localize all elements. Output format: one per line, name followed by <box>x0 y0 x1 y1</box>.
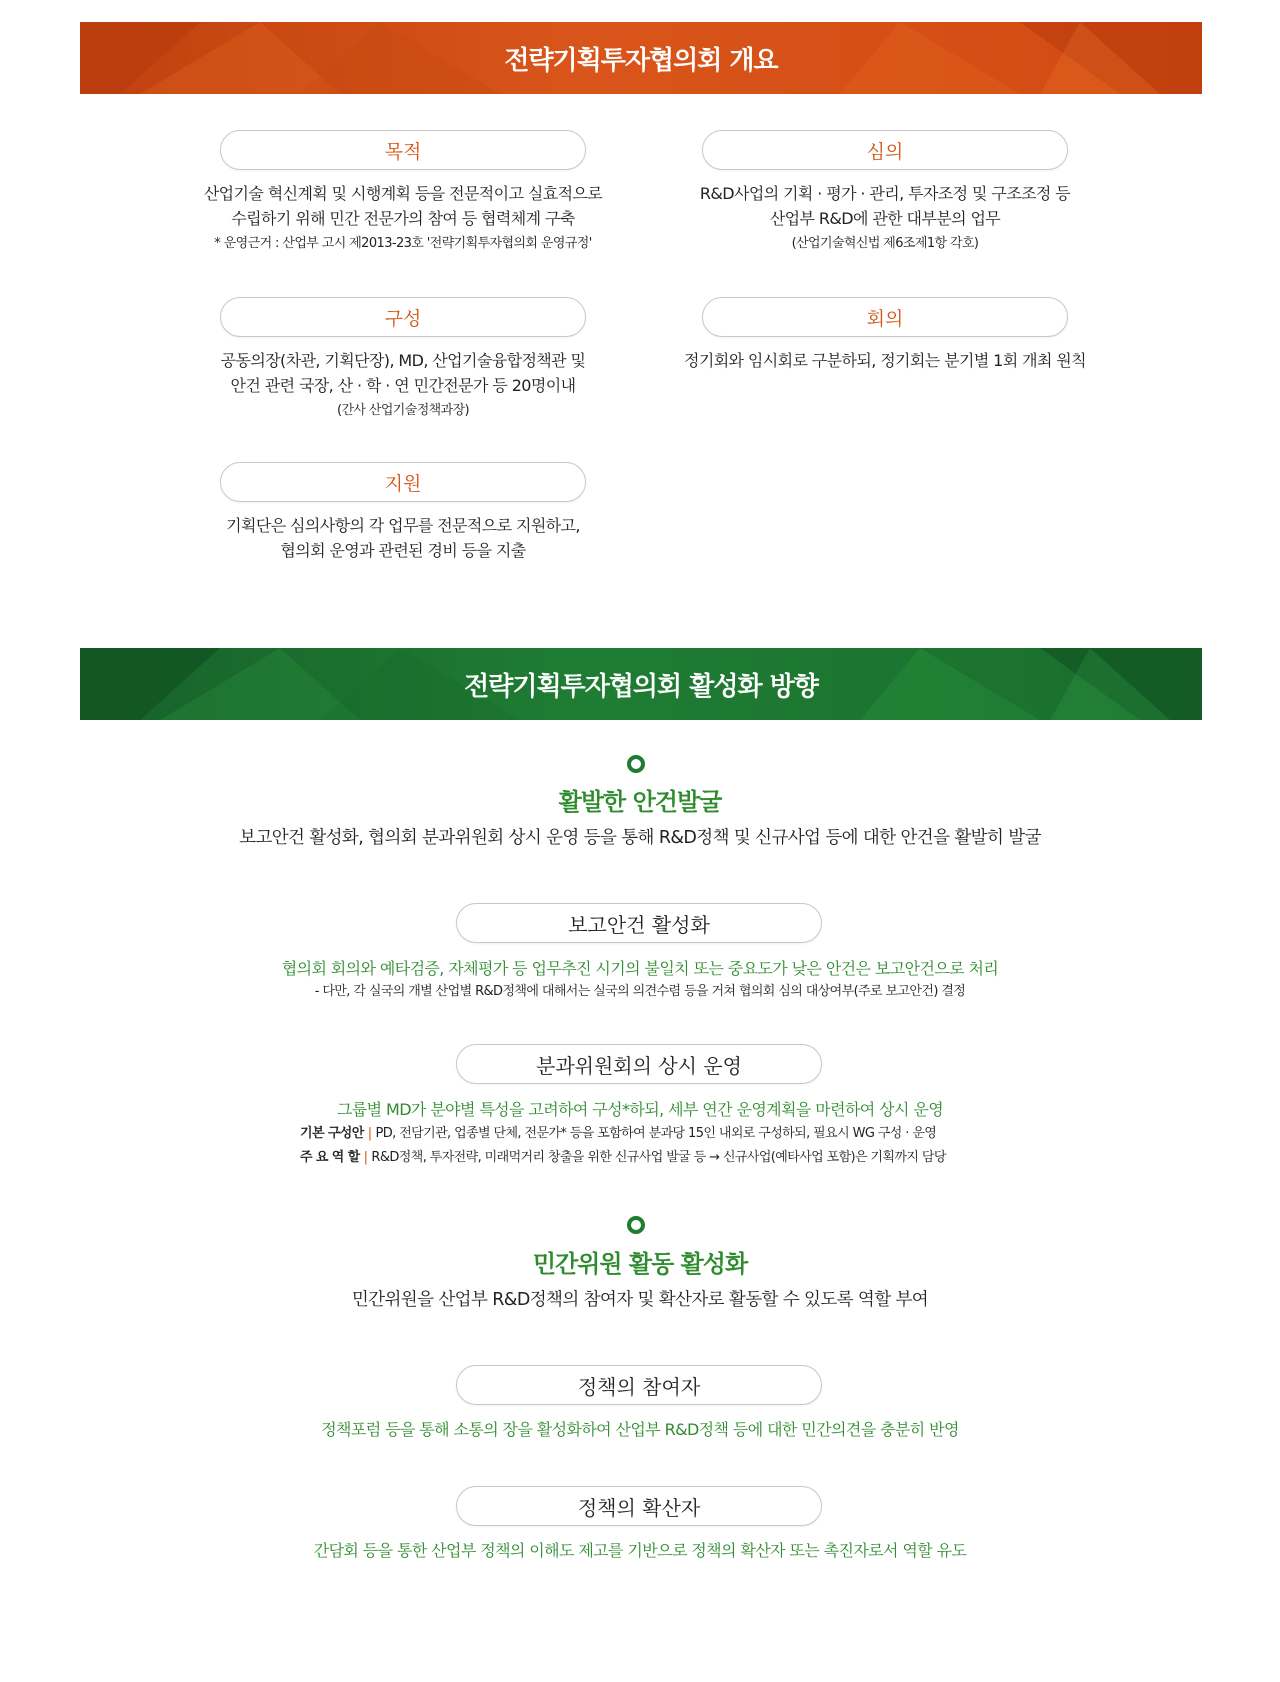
review-pill <box>702 130 1068 170</box>
subcommittee-row-basic: 기본 구성안 | PD, 전담기관, 업종별 단체, 전문가* 등을 포함하여 분과당 15인 내외로 구성하되, 필요시 WG 구성 · 운영 <box>300 1126 937 1141</box>
bullet-ring-icon <box>627 1216 645 1234</box>
policy-spreader-label: 정책의 확산자 <box>577 1495 701 1520</box>
meeting-label: 회의 <box>866 307 904 330</box>
policy-spreader-pill <box>456 1486 822 1526</box>
section1-desc-block <box>0 825 1280 851</box>
meeting-line-1: 정기회와 임시회로 구분하되, 정기회는 분기별 1회 개최 원칙 <box>683 351 1086 370</box>
composition-pill <box>220 297 586 337</box>
composition-line-2: 안건 관련 국장, 산 · 학 · 연 민간전문가 등 20명이내 <box>230 376 576 395</box>
policy-spreader-text <box>0 1538 1280 1563</box>
subcommittee-rows <box>300 1122 1000 1170</box>
review-line-2: 산업부 R&D에 관한 대부분의 업무 <box>769 209 1001 228</box>
purpose-label: 목적 <box>384 140 422 163</box>
activation-title: 전략기획투자협의회 활성화 방향 <box>464 671 818 702</box>
policy-participant-text <box>0 1417 1280 1442</box>
support-pill <box>220 462 586 502</box>
meeting-text <box>612 348 1158 373</box>
section2-desc-block <box>0 1287 1280 1313</box>
report-agenda-label: 보고안건 활성화 <box>568 912 710 937</box>
review-line-1: R&D사업의 기획 · 평가 · 관리, 투자조정 및 구조조정 등 <box>699 184 1071 203</box>
row-key: 기본 구성안 <box>300 1126 364 1141</box>
purpose-pill <box>220 130 586 170</box>
purpose-line-2: 수립하기 위해 민간 전문가의 참여 등 협력체계 구축 <box>231 209 575 228</box>
composition-note: (간사 산업기술정책과장) <box>336 403 470 418</box>
policy-participant-pill <box>456 1365 822 1405</box>
section2-heading: 민간위원 활동 활성화 <box>532 1250 748 1278</box>
row-value: R&D정책, 투자전략, 미래먹거리 창출을 위한 신규사업 발굴 등 → 신규사업(예타사업 포함)은 기획까지 담당 <box>371 1150 946 1165</box>
report-agenda-green: 협의회 회의와 예타검증, 자체평가 등 업무추진 시기의 불일치 또는 중요도가 낮은 안건은 보고안건으로 처리 <box>281 959 999 978</box>
purpose-line-1: 산업기술 혁신계획 및 시행계획 등을 전문적이고 실효적으로 <box>203 184 603 203</box>
composition-text <box>130 348 676 422</box>
subcommittee-green: 그룹별 MD가 분야별 특성을 고려하여 구성*하되, 세부 연간 운영계획을 마련하여 상시 운영 <box>336 1100 944 1119</box>
overview-banner <box>80 22 1202 94</box>
composition-line-1: 공동의장(차관, 기획단장), MD, 산업기술융합정책관 및 <box>220 351 586 370</box>
review-note: (산업기술혁신법 제6조제1항 각호) <box>791 236 979 251</box>
policy-participant-label: 정책의 참여자 <box>577 1374 701 1399</box>
subcommittee-label: 분과위원회의 상시 운영 <box>536 1053 742 1078</box>
meeting-pill <box>702 297 1068 337</box>
purpose-note: * 운영근거 : 산업부 고시 제2013-23호 '전략기획투자협의회 운영규정' <box>214 236 592 251</box>
review-text <box>612 181 1158 255</box>
support-line-2: 협의회 운영과 관련된 경비 등을 지출 <box>280 541 526 560</box>
row-key: 주 요 역 할 <box>300 1150 360 1165</box>
section1-heading: 활발한 안건발굴 <box>558 788 722 816</box>
activation-banner <box>80 648 1202 720</box>
subcommittee-pill <box>456 1044 822 1084</box>
policy-participant-green: 정책포럼 등을 통해 소통의 장을 활성화하여 산업부 R&D정책 등에 대한 민간의견을 충분히 반영 <box>321 1420 959 1439</box>
subcommittee-row-role: 주 요 역 할 | R&D정책, 투자전략, 미래먹거리 창출을 위한 신규사업 발굴 등 → 신규사업(예타사업 포함)은 기획까지 담당 <box>300 1150 946 1165</box>
report-agenda-pill <box>456 903 822 943</box>
policy-spreader-green: 간담회 등을 통한 산업부 정책의 이해도 제고를 기반으로 정책의 확산자 또는 촉진자로서 역할 유도 <box>313 1541 967 1560</box>
support-line-1: 기획단은 심의사항의 각 업무를 전문적으로 지원하고, <box>226 516 580 535</box>
section2-desc: 민간위원을 산업부 R&D정책의 참여자 및 확산자로 활동할 수 있도록 역할 부여 <box>351 1290 929 1310</box>
overview-title: 전략기획투자협의회 개요 <box>504 45 778 76</box>
row-value: PD, 전담기관, 업종별 단체, 전문가* 등을 포함하여 분과당 15인 내외로 구성하되, 필요시 WG 구성 · 운영 <box>375 1126 937 1141</box>
subcommittee-text <box>0 1097 1280 1122</box>
composition-label: 구성 <box>384 307 422 330</box>
support-text <box>130 513 676 563</box>
section1-desc: 보고안건 활성화, 협의회 분과위원회 상시 운영 등을 통해 R&D정책 및 신규사업 등에 대한 안건을 활발히 발굴 <box>239 828 1041 848</box>
support-label: 지원 <box>384 472 422 495</box>
report-agenda-note: - 다만, 각 실국의 개별 산업별 R&D정책에 대해서는 실국의 의견수렴 등을 거쳐 협의회 심의 대상여부(주로 보고안건) 결정 <box>314 984 966 999</box>
bullet-ring-icon <box>627 755 645 773</box>
purpose-text <box>130 181 676 255</box>
review-label: 심의 <box>866 140 904 163</box>
report-agenda-text <box>0 956 1280 1003</box>
